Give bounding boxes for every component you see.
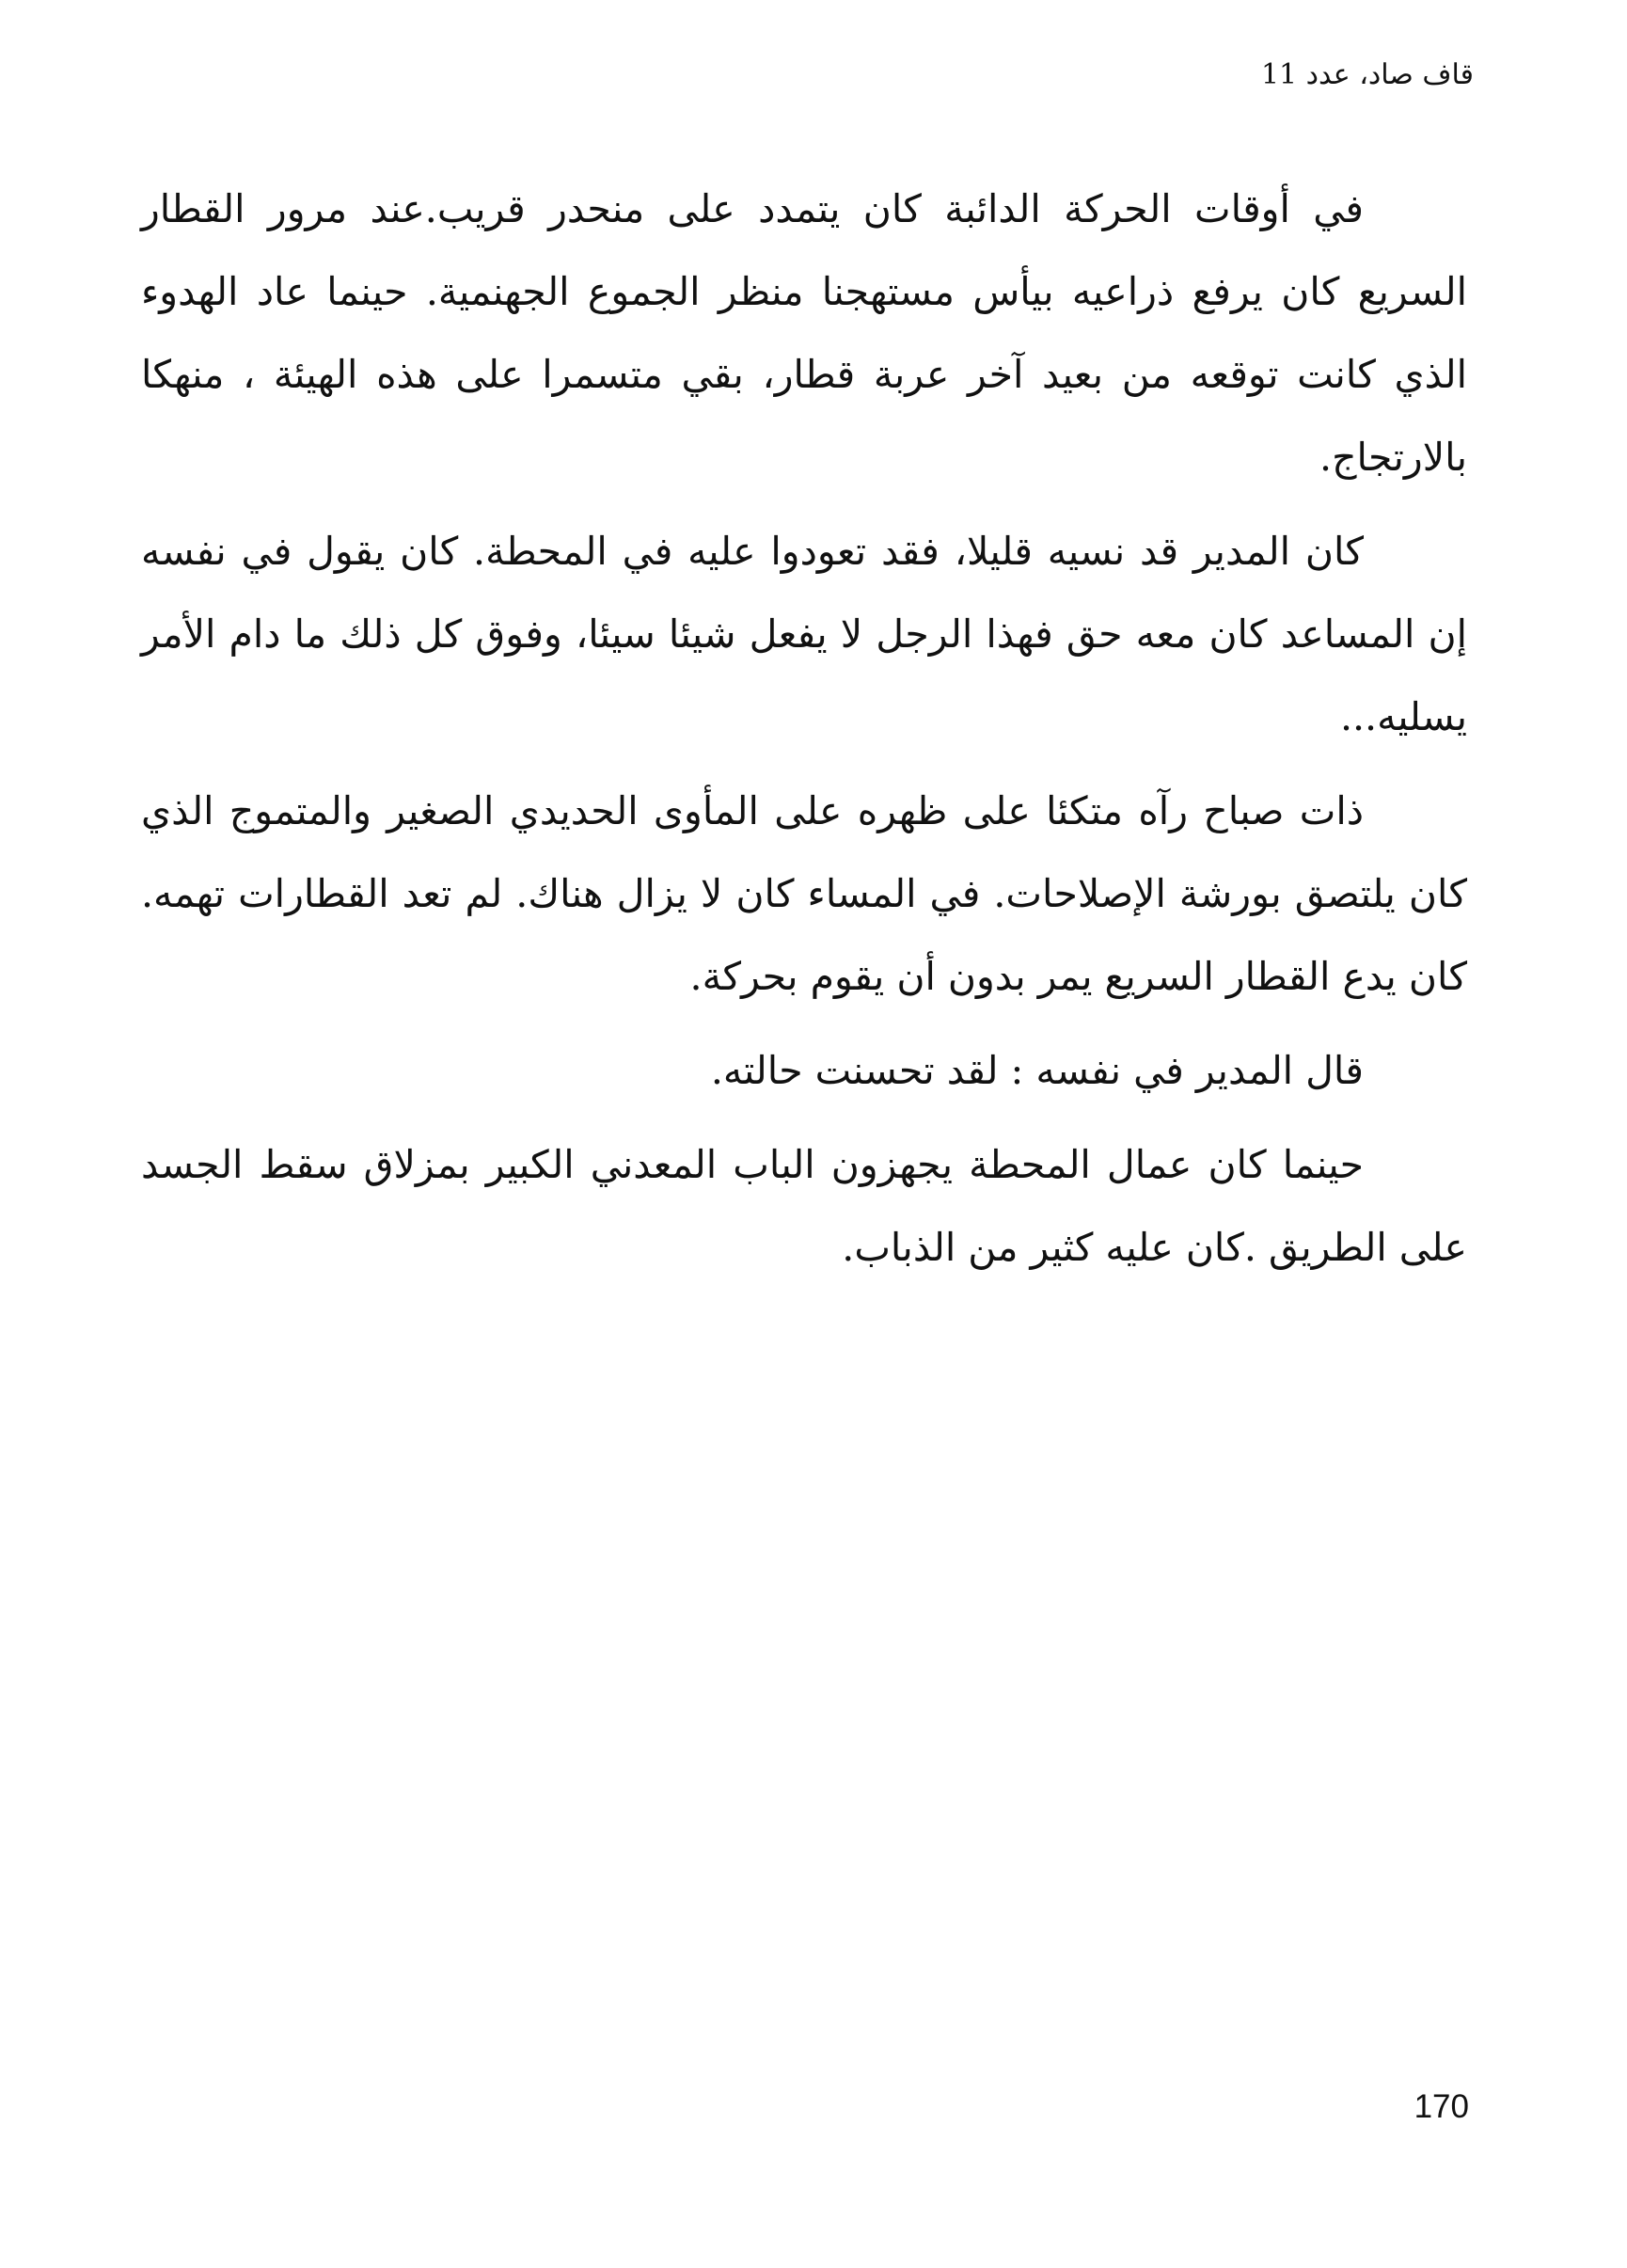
paragraph-5: حينما كان عمال المحطة يجهزون الباب المعدني الكبير بمزلاق سقط الجسد على الطريق .كان عليه كثير من الذباب. xyxy=(141,1142,1467,1270)
page-number: 170 xyxy=(1414,2088,1469,2125)
body-text xyxy=(141,167,1467,1300)
paragraph-3: ذات صباح رآه متكئا على ظهره على المأوى الحديدي الصغير والمتموج الذي كان يلتصق بورشة الإصلاحات. في المساء كان لا يزال هناك. لم تعد القطارات تهمه. كان يدع القطار السريع يمر بدون أن يقوم بحركة. xyxy=(141,788,1467,999)
paragraph-1: في أوقات الحركة الدائبة كان يتمدد على منحدر قريب.عند مرور القطار السريع كان يرفع ذراعيه بيأس مستهجنا منظر الجموع الجهنمية. حينما عاد الهدوء الذي كانت توقعه من بعيد آخر عربة قطار، بقي متسمرا على هذه الهيئة ، منهكا بالارتجاج. xyxy=(141,186,1467,480)
paragraph-2: كان المدير قد نسيه قليلا، فقد تعودوا عليه في المحطة. كان يقول في نفسه إن المساعد كان معه حق فهذا الرجل لا يفعل شيئا سيئا، وفوق كل ذلك ما دام الأمر يسليه... xyxy=(141,529,1467,739)
running-header: قاف صاد، عدد 11 xyxy=(1260,58,1474,91)
paragraph-4: قال المدير في نفسه : لقد تحسنت حالته. xyxy=(710,1048,1364,1093)
